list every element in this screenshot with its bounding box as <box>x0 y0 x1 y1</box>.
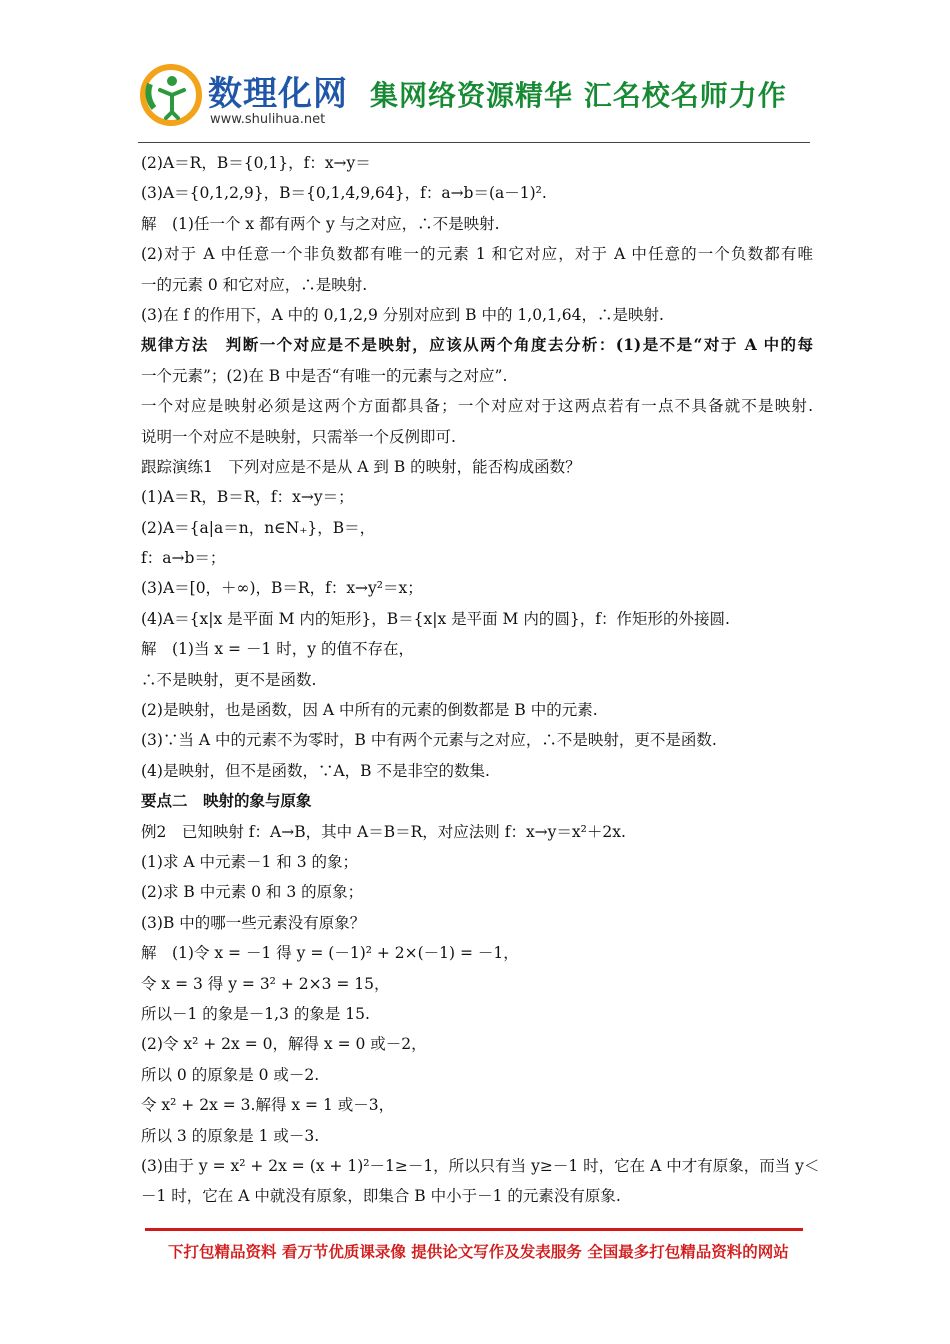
text-line: 解 (1)当 x = －1 时，y 的值不存在， <box>141 640 414 659</box>
document-body <box>141 148 820 1212</box>
text-line: 一个元素”；(2)在 B 中是否“有唯一的元素与之对应”. <box>141 366 508 385</box>
footer-divider <box>145 1228 803 1231</box>
text-line: (4)A＝{x|x 是平面 M 内的矩形}，B＝{x|x 是平面 M 内的圆}，f：作矩形的外接圆. <box>141 609 730 628</box>
text-line: 所以 0 的原象是 0 或－2. <box>141 1065 320 1084</box>
text-line: 说明一个对应不是映射，只需举一个反例即可. <box>141 427 456 446</box>
text-line: (2)求 B 中元素 0 和 3 的原象； <box>141 883 364 902</box>
text-line: (2)A＝{a|a＝n，n∈N₊}，B＝， <box>141 518 376 537</box>
text-line: (3)∵当 A 中的元素不为零时，B 中有两个元素与之对应，∴不是映射，更不是函数. <box>141 731 717 750</box>
text-line: (3)A＝{0,1,2,9}，B＝{0,1,4,9,64}，f：a→b＝(a－1)². <box>141 184 547 203</box>
text-line: (3)A＝[0，＋∞)，B＝R，f：x→y²＝x； <box>141 579 423 598</box>
footer-banner[interactable]: 下打包精品资料 看万节优质课录像 提供论文写作及发表服务 全国最多打包精品资料的网站 <box>168 1243 789 1261</box>
text-line: ∴不是映射，更不是函数. <box>141 670 317 689</box>
text-line: 例2 已知映射 f：A→B，其中 A＝B＝R，对应法则 f：x→y＝x²＋2x. <box>141 822 626 841</box>
text-line: (1)A＝R，B＝R，f：x→y＝； <box>141 488 354 507</box>
text-line: 一个对应是映射必须是这两个方面都具备；一个对应对于这两点若有一点不具备就不是映射. <box>141 397 813 416</box>
text-line: 解 (1)任一个 x 都有两个 y 与之对应，∴不是映射. <box>141 214 500 233</box>
text-line: (3)在 f 的作用下，A 中的 0,1,2,9 分别对应到 B 中的 1,0,1,64，∴是映射. <box>141 305 664 324</box>
text-line: (2)对于 A 中任意一个非负数都有唯一的元素 1 和它对应，对于 A 中任意的一个负数都有唯 <box>141 245 813 264</box>
text-line: －1 时，它在 A 中就没有原象，即集合 B 中小于－1 的元素没有原象. <box>141 1187 621 1206</box>
logo-url[interactable]: www.shulihua.net <box>210 112 326 127</box>
header-slogan: 集网络资源精华 汇名校名师力作 <box>370 79 787 112</box>
section-heading: 要点二 映射的象与原象 <box>141 791 312 811</box>
text-line: 令 x = 3 得 y = 3² + 2×3 = 15， <box>141 974 390 993</box>
text-line: 所以 3 的原象是 1 或－3. <box>141 1126 320 1145</box>
text-line: 规律方法 判断一个对应是不是映射，应该从两个角度去分析：(1)是不是“对于 A 中的每 <box>141 335 813 355</box>
text-line: (1)求 A 中元素－1 和 3 的象； <box>141 852 359 871</box>
page-header <box>138 62 810 142</box>
text-line: 跟踪演练1 下列对应是不是从 A 到 B 的映射，能否构成函数？ <box>141 457 581 476</box>
header-divider <box>138 142 810 143</box>
logo-icon <box>140 64 202 126</box>
text-line: (3)由于 y = x² + 2x = (x + 1)²－1≥－1，所以只有当 y≥－1 时，它在 A 中才有原象，而当 y＜ <box>141 1156 820 1175</box>
text-line: (4)是映射，但不是函数，∵A，B 不是非空的数集. <box>141 761 490 780</box>
text-line: (2)令 x² + 2x = 0，解得 x = 0 或－2， <box>141 1035 427 1054</box>
text-line: 令 x² + 2x = 3.解得 x = 1 或－3， <box>141 1096 395 1115</box>
text-line: (3)B 中的哪一些元素没有原象？ <box>141 913 366 932</box>
text-line: (2)是映射，也是函数，因 A 中所有的元素的倒数都是 B 中的元素. <box>141 701 598 720</box>
logo-text: 数理化网 <box>208 74 348 114</box>
text-line: 所以－1 的象是－1,3 的象是 15. <box>141 1004 370 1023</box>
text-line: f：a→b＝； <box>141 549 226 568</box>
text-line: 解 (1)令 x = －1 得 y = (－1)² + 2×(－1) = －1， <box>141 944 519 963</box>
text-line: 一的元素 0 和它对应，∴是映射. <box>141 275 368 294</box>
text-line: (2)A＝R，B＝{0,1}，f：x→y＝ <box>141 154 371 172</box>
